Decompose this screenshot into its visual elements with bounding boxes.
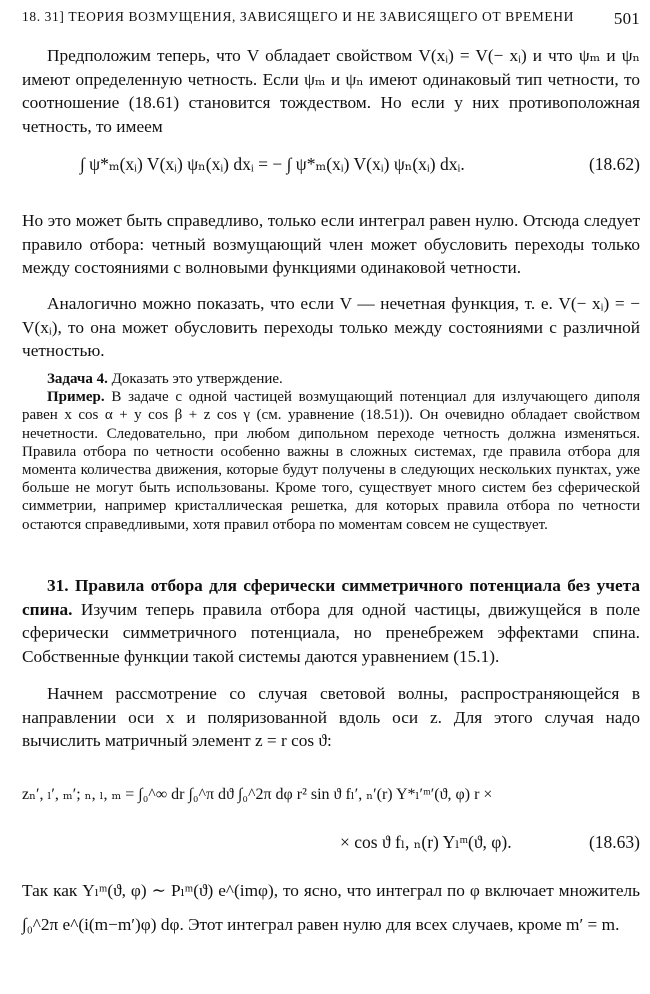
equation-18-63-number: (18.63) <box>588 832 640 852</box>
example-text: В задаче с одной частицей возмущающий потенциал для излучающего диполя равен x cos α + y cos β + z cos γ (см. уравнение (18.51)). Он очевидно обладает свойством нечетности. Следовательно, при любом дипольном переходе четность должна изменяться. Правила отбора по четности особенно важны в сложных системах, где правила отбора для момента количества движения, которые будут получены в следующих нескольких пунктах, уже больше не могут быть использованы. Кроме того, существует много систем без сферической симметрии, например кристаллическая решетка, для которых правила отбора по четности остаются справедливыми, хотя правил отбора по моментам совсем не существует. <box>22 389 640 533</box>
equation-18-63-line-1: zₙ′, ₗ′, ₘ′; ₙ, ₗ, ₘ = ∫₀^∞ dr ∫₀^π dϑ ∫₀^2π dφ r² sin ϑ fₗ′, ₙ′(r) Y*ₗ′ᵐ′(ϑ, φ) r × <box>22 786 493 803</box>
equation-18-63 <box>22 770 640 870</box>
task-text: Доказать это утверждение. <box>107 371 283 387</box>
equation-18-63-line-2: × cos ϑ fₗ, ₙ(r) Yₗᵐ(ϑ, φ). <box>340 832 512 852</box>
section-intro-text: Изучим теперь правила отбора для одной частицы, движущейся в поле сферически симметричного потенциала, но пренебрежем эффектами спина. Собственные функции такой системы даются уравнением (15.1). <box>22 599 640 666</box>
paragraph-5-part-1: Так как Yₗᵐ(ϑ, φ) ∼ Pₗᵐ(ϑ) e^(imφ), то ясно, что интеграл по φ включает множитель <box>22 881 640 900</box>
section-31 <box>22 574 640 668</box>
running-header <box>22 9 640 31</box>
task-label: Задача 4. <box>47 371 108 387</box>
paragraph-4 <box>22 682 640 753</box>
equation-18-62-formula: ∫ ψ*ₘ(xᵢ) V(xᵢ) ψₙ(xᵢ) dxᵢ = − ∫ ψ*ₘ(xᵢ) V(xᵢ) ψₙ(xᵢ) dxᵢ. <box>80 154 465 174</box>
task-line <box>22 370 640 388</box>
paragraph-1 <box>22 44 640 138</box>
phase-integral: ∫₀^2π e^(i(m−m′)φ) dφ <box>22 915 180 934</box>
page-number: 501 <box>613 9 640 28</box>
equation-18-62 <box>22 150 640 190</box>
paragraph-5-part-2: . Этот интеграл равен нулю для всех случаев, кроме m′ = m. <box>179 915 620 934</box>
equation-18-62-number: (18.62) <box>588 154 640 174</box>
section-title: 31. Правила отбора для сферически симметричного потенциала без учета спина. <box>22 576 640 619</box>
paragraph-2-text: Но это может быть справедливо, только если интеграл равен нулю. Отсюда следует правило отбора: четный возмущающий член может обусловить переходы только между состояниями с волновыми функциями одинаковой четности. <box>22 211 640 278</box>
small-print-block <box>22 370 640 534</box>
paragraph-3 <box>22 292 640 363</box>
paragraph-5-text <box>22 874 640 942</box>
paragraph-1-text: Предположим теперь, что V обладает свойством V(xᵢ) = V(− xᵢ) и что ψₘ и ψₙ имеют определенную четность. Если ψₘ и ψₙ имеют одинаковый тип четности, то соотношение (18.61) становится тождеством. Но если у них противоположная четность, то имеем <box>22 46 640 136</box>
paragraph-2 <box>22 209 640 280</box>
section-31-paragraph <box>22 574 640 668</box>
paragraph-3-text: Аналогично можно показать, что если V — нечетная функция, т. е. V(− xᵢ) = − V(xᵢ), то она может обусловить переходы только между состояниями с различной четностью. <box>22 294 640 361</box>
example-paragraph <box>22 388 640 534</box>
paragraph-5 <box>22 874 640 942</box>
example-label: Пример. <box>47 389 105 406</box>
header-title: 18. 31] ТЕОРИЯ ВОЗМУЩЕНИЯ, ЗАВИСЯЩЕГО И НЕ ЗАВИСЯЩЕГО ОТ ВРЕМЕНИ <box>22 9 574 24</box>
paragraph-4-text: Начнем рассмотрение со случая световой волны, распространяющейся в направлении оси x и поляризованной вдоль оси z. Для этого случая надо вычислить матричный элемент z = r cos ϑ: <box>22 684 640 751</box>
